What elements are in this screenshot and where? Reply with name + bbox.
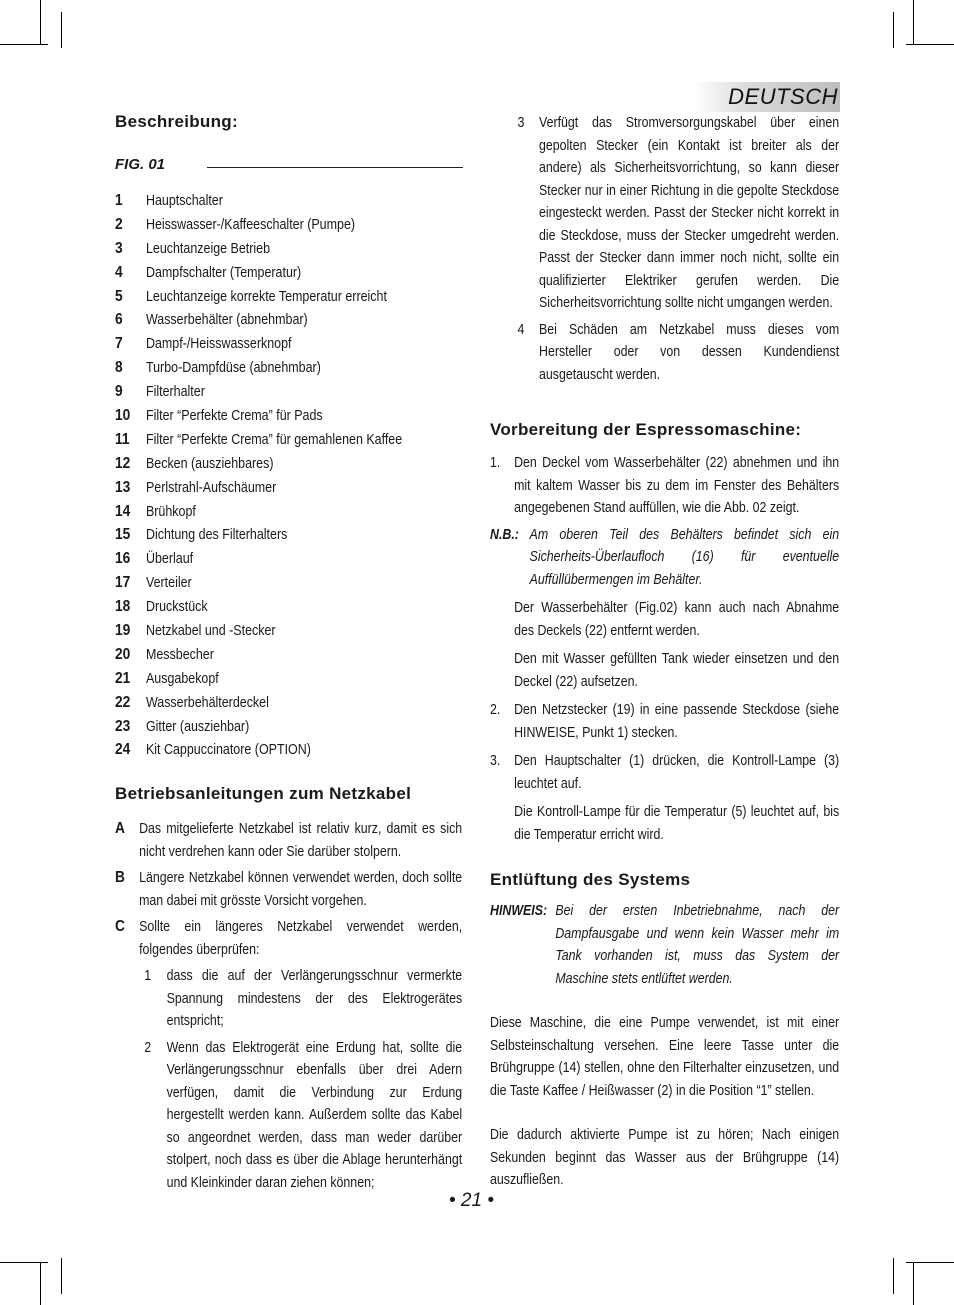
hinweis-label: HINWEIS: (490, 903, 548, 919)
parts-list-item (115, 523, 462, 547)
part-label: Dichtung des Filterhalters (145, 527, 288, 544)
cable-subitem-text: Wenn das Elektrogerät eine Erdung hat, sollte die Verlängerungsschnur ebenfalls über drei Adern verfügen, damit die Verbindung zur Erdung hergestellt werden kann. Außerdem sollte das Kabel so angeordnet werden, dass man weder darüber stolpert, noch dass es über die Ablage herunterhängt und Kleinkinder daran ziehen können; (166, 1039, 463, 1191)
part-number: 21 (115, 669, 131, 687)
part-label: Perlstrahl-Aufschäumer (145, 479, 277, 496)
part-number: 12 (115, 454, 131, 472)
figure-label-row (115, 156, 463, 173)
left-column (115, 112, 463, 1194)
cable-subitem (115, 1037, 462, 1195)
parts-list-item (115, 691, 462, 715)
part-number: 3 (115, 239, 123, 257)
part-label: Leuchtanzeige Betrieb (145, 240, 271, 257)
vent-paragraph: Diese Maschine, die eine Pumpe verwendet, ist mit einer Selbsteinschaltung versehen. Eine leere Tasse unter die Brühgruppe (14) stellen, ohne den Filterhalter einzusetzen, und die Taste Kaffee / Heißwasser (2) in die Position “1” stellen. (490, 1015, 840, 1099)
cable-subitem-label: 4 (517, 321, 525, 338)
nb-note (490, 524, 839, 592)
parts-list-item (115, 308, 462, 332)
nb-paragraph: Den mit Wasser gefüllten Tank wieder einsetzen und den Deckel (22) aufsetzen. (514, 651, 840, 690)
parts-list-item (115, 404, 462, 428)
parts-list-item (115, 428, 462, 452)
cable-subitem-label: 2 (144, 1039, 152, 1056)
part-label: Leuchtanzeige korrekte Temperatur erreicht (145, 288, 387, 305)
cable-item (115, 818, 462, 863)
crop-mark (913, 1262, 914, 1305)
prep-paragraph: Die Kontroll-Lampe für die Temperatur (5) leuchtet auf, bis die Temperatur erricht wird. (514, 804, 840, 843)
part-label: Verteiler (145, 575, 192, 592)
cable-item-text: Längere Netzkabel können verwendet werden, doch sollte man dabei mit grösste Vorsicht vorgehen. (139, 870, 463, 909)
part-label: Messbecher (145, 646, 214, 663)
part-label: Dampf-/Heisswasserknopf (145, 336, 292, 353)
part-label: Filter “Perfekte Crema” für Pads (145, 407, 323, 424)
part-number: 1 (115, 191, 123, 209)
part-label: Becken (ausziehbares) (145, 455, 274, 472)
prep-heading: Vorbereitung der Espressomaschine: (490, 420, 802, 439)
cable-item-label: B (115, 869, 125, 887)
part-number: 8 (115, 359, 123, 377)
part-label: Hauptschalter (145, 192, 223, 209)
parts-list-item (115, 213, 462, 237)
prep-step-label: 2. (490, 702, 501, 718)
part-number: 2 (115, 215, 123, 233)
cable-item (115, 916, 462, 961)
part-number: 20 (115, 645, 131, 663)
page-number: • 21 • (449, 1190, 494, 1211)
cable-subitem-text: dass die auf der Verlängerungsschnur vermerkte Spannung mindestens der des Elektrogerätes entspricht; (166, 968, 463, 1030)
crop-mark (893, 1258, 894, 1294)
cable-item (115, 867, 462, 912)
figure-rule (207, 167, 463, 168)
cable-item-label: A (115, 820, 125, 838)
part-number: 13 (115, 478, 131, 496)
cable-item-text: Das mitgelieferte Netzkabel ist relativ kurz, damit es sich nicht verdrehen kann oder Sie darüber stolpern. (139, 821, 463, 860)
part-number: 15 (115, 526, 131, 544)
crop-mark (913, 0, 914, 44)
cable-subitem-text: Bei Schäden am Netzkabel muss dieses vom Hersteller oder von dessen Kundendienst ausgetauscht werden. (539, 321, 840, 383)
part-label: Gitter (ausziehbar) (145, 718, 250, 735)
language-tab (694, 82, 840, 112)
parts-list-item (115, 189, 462, 213)
prep-step (490, 452, 839, 520)
part-label: Dampfschalter (Temperatur) (145, 264, 302, 281)
hinweis-text: Bei der ersten Inbetriebnahme, nach der Dampfausgabe und wenn kein Wasser mehr im Tank vorhanden ist, muss das System der Maschine stets entlüftet werden. (555, 903, 840, 987)
language-label: DEUTSCH (728, 84, 838, 109)
parts-list-item (115, 452, 462, 476)
prep-step-text: Den Netzstecker (19) in eine passende Steckdose (siehe HINWEISE, Punkt 1) stecken. (514, 702, 840, 741)
cable-subitem-label: 3 (517, 115, 525, 131)
parts-list (115, 189, 463, 762)
crop-mark (61, 1258, 62, 1294)
cable-heading: Betriebsanleitungen zum Netzkabel (115, 784, 412, 804)
cable-subitem (490, 319, 839, 387)
vent-heading: Entlüftung des Systems (490, 870, 691, 889)
part-number: 22 (115, 693, 131, 711)
description-heading: Beschreibung: (115, 112, 238, 131)
crop-mark (40, 1262, 41, 1305)
cable-subitem (490, 112, 839, 315)
figure-label: FIG. 01 (115, 156, 166, 173)
part-label: Turbo-Dampfdüse (abnehmbar) (145, 360, 321, 377)
nb-text: Am oberen Teil des Behälters befindet sich ein Sicherheits-Überlaufloch (16) für eventuelle Auffüllübermengen im Behälter. (529, 526, 840, 588)
part-label: Überlauf (145, 551, 194, 568)
cable-subitem (115, 965, 462, 1033)
part-number: 9 (115, 383, 123, 401)
parts-list-item (115, 476, 462, 500)
nb-label: N.B.: (490, 526, 519, 543)
parts-list-item (115, 356, 462, 380)
part-number: 7 (115, 335, 123, 353)
part-label: Brühkopf (145, 503, 196, 520)
parts-list-item (115, 571, 462, 595)
cable-list (115, 818, 463, 1194)
part-number: 24 (115, 741, 131, 759)
parts-list-item (115, 332, 462, 356)
part-label: Heisswasser-/Kaffeeschalter (Pumpe) (145, 216, 356, 233)
parts-list-item (115, 547, 462, 571)
part-number: 23 (115, 717, 131, 735)
hinweis-note (490, 900, 839, 990)
part-number: 11 (115, 430, 130, 448)
prep-step (490, 699, 839, 744)
nb-paragraph: Der Wasserbehälter (Fig.02) kann auch nach Abnahme des Deckels (22) entfernt werden. (514, 600, 840, 639)
cable-item-label: C (115, 918, 125, 936)
parts-list-item (115, 261, 462, 285)
prep-step (490, 750, 839, 795)
cable-subitem-text: Verfügt das Stromversorgungskabel über einen gepolten Stecker (ein Kontakt ist breiter als der andere) als Sicherheitsvorrichtung, so kann dieser Stecker nur in einer Richtung in die gepolte Steckdose eingesteckt werden. Passt der Stecker nicht korrekt in die Steckdose, muss der Stecker umgedreht werden. Passt der Stecker dann immer noch nicht, sollte ein qualifizierter Elektriker gerufen werden. Die Sicherheitsvorrichtung sollte nicht umgangen werden. (539, 115, 840, 311)
part-label: Wasserbehälter (abnehmbar) (145, 312, 308, 329)
part-number: 5 (115, 287, 123, 305)
parts-list-item (115, 667, 462, 691)
part-label: Ausgabekopf (145, 670, 219, 687)
crop-mark (893, 12, 894, 48)
crop-mark (0, 44, 48, 45)
cable-item-text: Sollte ein längeres Netzkabel verwendet werden, folgendes überprüfen: (139, 919, 463, 958)
part-number: 4 (115, 263, 123, 281)
part-number: 16 (115, 550, 131, 568)
parts-list-item (115, 619, 462, 643)
parts-list-item (115, 595, 462, 619)
part-label: Netzkabel und -Stecker (145, 622, 276, 639)
prep-step-text: Den Deckel vom Wasserbehälter (22) abnehmen und ihn mit kaltem Wasser bis zu dem im Fenster des Behälters angegebenen Stand auffüllen, wie die Abb. 02 zeigt. (514, 455, 840, 516)
part-label: Druckstück (145, 599, 208, 616)
parts-list-item (115, 715, 462, 739)
cable-subitem-label: 1 (144, 968, 152, 985)
crop-mark (61, 12, 62, 48)
parts-list-item (115, 500, 462, 524)
prep-step-label: 1. (490, 455, 501, 471)
part-label: Filterhalter (145, 384, 205, 401)
parts-list-item (115, 643, 462, 667)
part-number: 10 (115, 406, 131, 424)
part-number: 6 (115, 311, 123, 329)
vent-paragraph: Die dadurch aktivierte Pumpe ist zu hören; Nach einigen Sekunden beginnt das Wasser aus der Brühgruppe (14) auszufließen. (490, 1127, 840, 1188)
crop-mark (906, 44, 954, 45)
part-number: 18 (115, 598, 131, 616)
prep-step-label: 3. (490, 753, 501, 769)
right-column (490, 112, 840, 1192)
prep-step-text: Den Hauptschalter (1) drücken, die Kontroll-Lampe (3) leuchtet auf. (514, 753, 840, 792)
part-number: 19 (115, 621, 131, 639)
parts-list-item (115, 285, 462, 309)
part-label: Kit Cappuccinatore (OPTION) (145, 742, 311, 759)
part-number: 17 (115, 574, 131, 592)
part-label: Wasserbehälterdeckel (145, 694, 269, 711)
part-label: Filter “Perfekte Crema” für gemahlenen Kaffee (145, 431, 403, 448)
parts-list-item (115, 237, 462, 261)
parts-list-item (115, 738, 462, 762)
crop-mark (40, 0, 41, 44)
part-number: 14 (115, 502, 131, 520)
parts-list-item (115, 380, 462, 404)
